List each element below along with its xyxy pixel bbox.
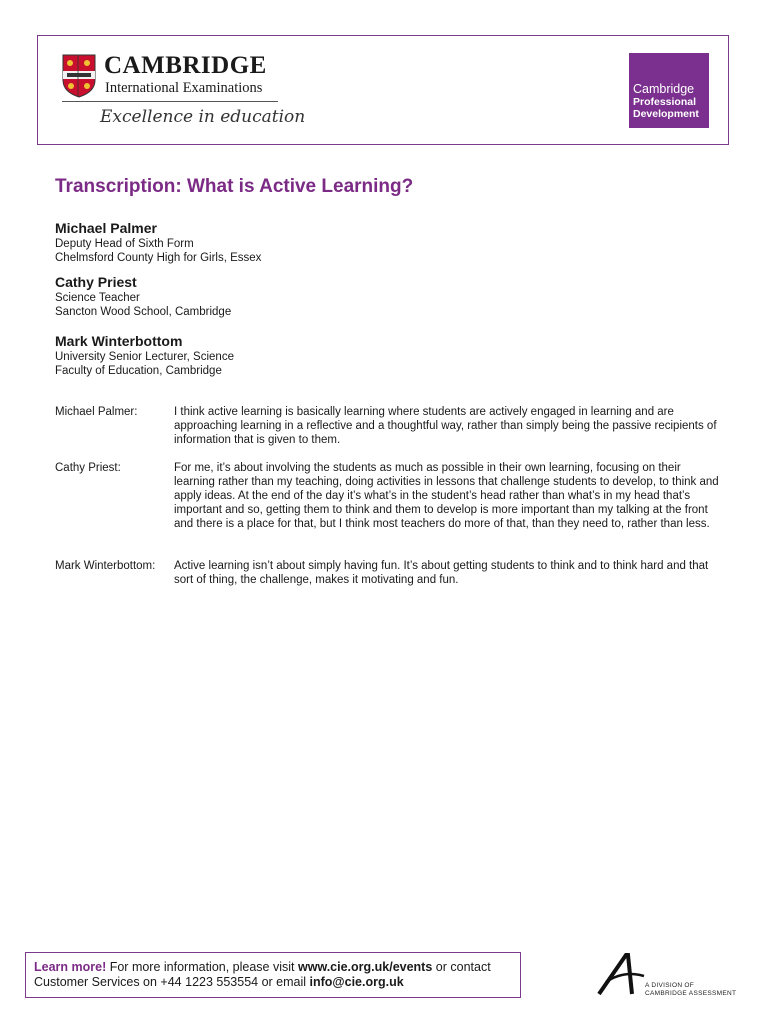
footer-text: or contact — [432, 960, 491, 974]
speaker-affiliation: Sancton Wood School, Cambridge — [55, 306, 232, 318]
speaker-affiliation: Chelmsford County High for Girls, Essex — [55, 252, 262, 264]
speaker-name: Cathy Priest — [55, 274, 137, 290]
footer-text: For more information, please visit — [106, 960, 298, 974]
email-link[interactable]: info@cie.org.uk — [309, 975, 404, 989]
brand-subtitle: International Examinations — [105, 80, 263, 96]
footer-contact-box — [25, 952, 521, 998]
professional-development-badge — [629, 53, 709, 128]
badge-line-3: Development — [633, 108, 699, 120]
document-title: Transcription: What is Active Learning? — [55, 176, 414, 197]
cambridge-crest-logo — [62, 54, 96, 98]
cambridge-assessment-logo — [596, 952, 646, 996]
speaker-affiliation: Faculty of Education, Cambridge — [55, 365, 222, 377]
speaker-block — [55, 219, 261, 265]
learn-more-label: Learn more! — [34, 960, 107, 974]
dialogue-text: For me, it’s about involving the students as much as possible in their own learning, focusing on their learning rather than my teaching, doing activities in lessons that challenge students to develop, to think and apply ideas. At the end of the day it’s what’s in the student’s head rather than what’s in my head that’s important and so, getting them to think and them to develop is more important than my talking at the front and there is a place for that, but I think most teachers do more of that, than they need to, rather than less. — [174, 462, 719, 530]
speaker-block — [55, 273, 231, 319]
dialogue-text: Active learning isn’t about simply having fun. It’s about getting students to think and to think hard and that sort of thing, the challenge, makes it motivating and fun. — [174, 560, 709, 586]
tagline: Excellence in education — [100, 107, 306, 127]
division-label — [645, 982, 736, 998]
speaker-role: Deputy Head of Sixth Form — [55, 238, 194, 250]
footer-text: Customer Services on +44 1223 553554 or email — [34, 975, 310, 989]
speaker-name: Mark Winterbottom — [55, 333, 183, 349]
dialogue-speaker: Cathy Priest: — [55, 462, 121, 474]
division-line: CAMBRIDGE ASSESSMENT — [645, 990, 737, 997]
speaker-role: Science Teacher — [55, 292, 140, 304]
brand-divider — [62, 101, 278, 102]
badge-line-2: Professional — [633, 96, 697, 108]
dialogue-speaker: Michael Palmer: — [55, 406, 138, 418]
division-line: A DIVISION OF — [645, 982, 695, 989]
dialogue-speaker: Mark Winterbottom: — [55, 560, 156, 572]
badge-line-1: Cambridge — [633, 82, 695, 96]
events-link[interactable]: www.cie.org.uk/events — [298, 960, 433, 974]
speaker-block — [55, 332, 234, 378]
speaker-name: Michael Palmer — [55, 220, 157, 236]
speaker-role: University Senior Lecturer, Science — [55, 351, 234, 363]
brand-name: CAMBRIDGE — [104, 52, 267, 79]
dialogue-text: I think active learning is basically learning where students are actively engaged in learning and are approaching learning in a reflective and a thoughtful way, rather than simply being the passive recipients of information that is given to them. — [174, 406, 717, 446]
